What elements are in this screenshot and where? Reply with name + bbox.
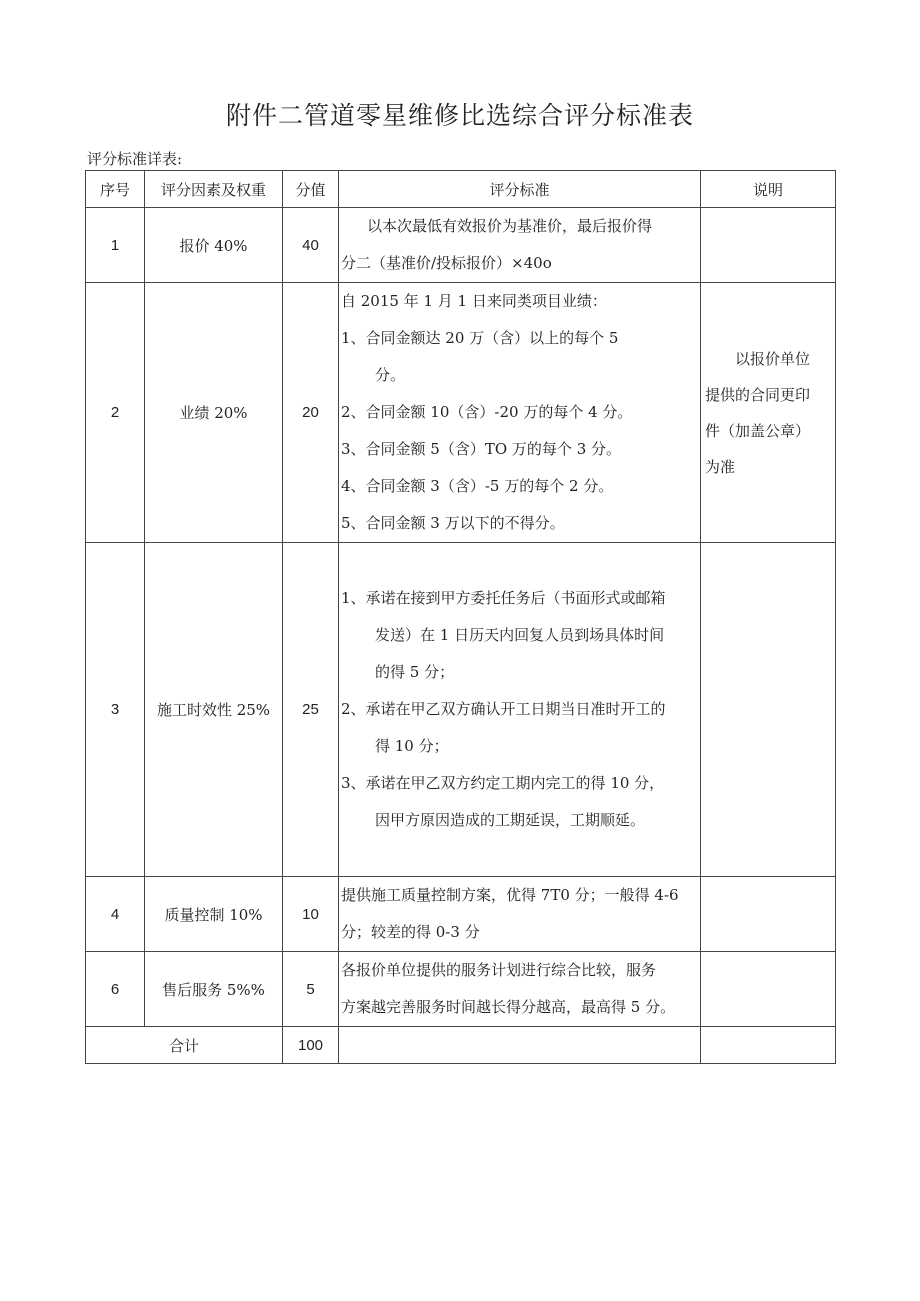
row-standard — [339, 543, 701, 877]
note-line: 件（加盖公章） — [705, 421, 811, 440]
header-row — [86, 171, 836, 208]
standard-line: 方案越完善服务时间越长得分越高，最高得 5 分。 — [341, 998, 676, 1016]
table-row — [86, 877, 836, 952]
standard-line: 分。 — [375, 366, 406, 384]
standard-line: 分；较差的得 0-3 分 — [341, 923, 480, 941]
row-seq: 6 — [86, 952, 145, 1027]
note-line: 以报价单位 — [735, 349, 811, 368]
standard-line: 5、合同金额 3 万以下的不得分。 — [341, 514, 565, 532]
standard-line: 的得 5 分； — [375, 663, 455, 681]
standard-line: 以本次最低有效报价为基准价，最后报价得 — [367, 217, 653, 235]
row-seq: 1 — [86, 208, 145, 283]
row-note — [701, 283, 836, 543]
header-score: 分值 — [283, 171, 339, 208]
table-row — [86, 208, 836, 283]
table-row — [86, 952, 836, 1027]
standard-line: 提供施工质量控制方案，优得 7T0 分；一般得 4-6 — [341, 886, 679, 904]
row-factor: 质量控制 10% — [145, 877, 283, 952]
row-seq: 2 — [86, 283, 145, 543]
standard-line: 发送）在 1 日历天内回复人员到场具体时间 — [375, 626, 665, 644]
standard-line: 分二（基准价/投标报价）×40o — [341, 254, 552, 272]
standard-line: 1、合同金额达 20 万（含）以上的每个 5 — [341, 329, 619, 347]
header-standard: 评分标准 — [339, 171, 701, 208]
row-seq: 4 — [86, 877, 145, 952]
row-factor: 报价 40% — [145, 208, 283, 283]
scoring-table — [85, 170, 836, 1064]
row-standard — [339, 208, 701, 283]
row-factor: 业绩 20% — [145, 283, 283, 543]
table-row — [86, 283, 836, 543]
row-factor: 售后服务 5%% — [145, 952, 283, 1027]
row-standard — [339, 877, 701, 952]
standard-line: 2、承诺在甲乙双方确认开工日期当日准时开工的 — [341, 700, 666, 718]
table-caption: 评分标准详表: — [87, 150, 183, 168]
standard-line: 得 10 分； — [375, 737, 449, 755]
total-label: 合计 — [86, 1027, 283, 1064]
row-note — [701, 208, 836, 283]
row-score: 40 — [283, 208, 339, 283]
row-score: 10 — [283, 877, 339, 952]
total-row — [86, 1027, 836, 1064]
row-note — [701, 877, 836, 952]
total-note — [701, 1027, 836, 1064]
standard-line: 3、承诺在甲乙双方约定工期内完工的得 10 分， — [341, 774, 665, 792]
row-standard — [339, 283, 701, 543]
header-seq: 序号 — [86, 171, 145, 208]
row-factor: 施工时效性 25% — [145, 543, 283, 877]
row-seq: 3 — [86, 543, 145, 877]
row-score: 25 — [283, 543, 339, 877]
standard-line: 自 2015 年 1 月 1 日来同类项目业绩： — [341, 292, 607, 310]
total-score: 100 — [283, 1027, 339, 1064]
standard-line: 各报价单位提供的服务计划进行综合比较，服务 — [341, 961, 657, 979]
row-note — [701, 543, 836, 877]
row-standard — [339, 952, 701, 1027]
row-note — [701, 952, 836, 1027]
header-note: 说明 — [701, 171, 836, 208]
page-title: 附件二管道零星维修比选综合评分标准表 — [225, 101, 694, 130]
note-line: 为准 — [705, 457, 736, 476]
note-line: 提供的合同更印 — [705, 385, 811, 404]
standard-line: 因甲方原因造成的工期延误，工期顺延。 — [375, 811, 646, 829]
header-factor: 评分因素及权重 — [145, 171, 283, 208]
standard-line: 2、合同金额 10（含）-20 万的每个 4 分。 — [341, 403, 633, 421]
standard-line: 1、承诺在接到甲方委托任务后（书面形式或邮箱 — [341, 589, 666, 607]
row-score: 5 — [283, 952, 339, 1027]
table-row — [86, 543, 836, 877]
standard-line: 3、合同金额 5（含）TO 万的每个 3 分。 — [341, 440, 622, 458]
row-score: 20 — [283, 283, 339, 543]
standard-line: 4、合同金额 3（含）-5 万的每个 2 分。 — [341, 477, 614, 495]
total-standard — [339, 1027, 701, 1064]
